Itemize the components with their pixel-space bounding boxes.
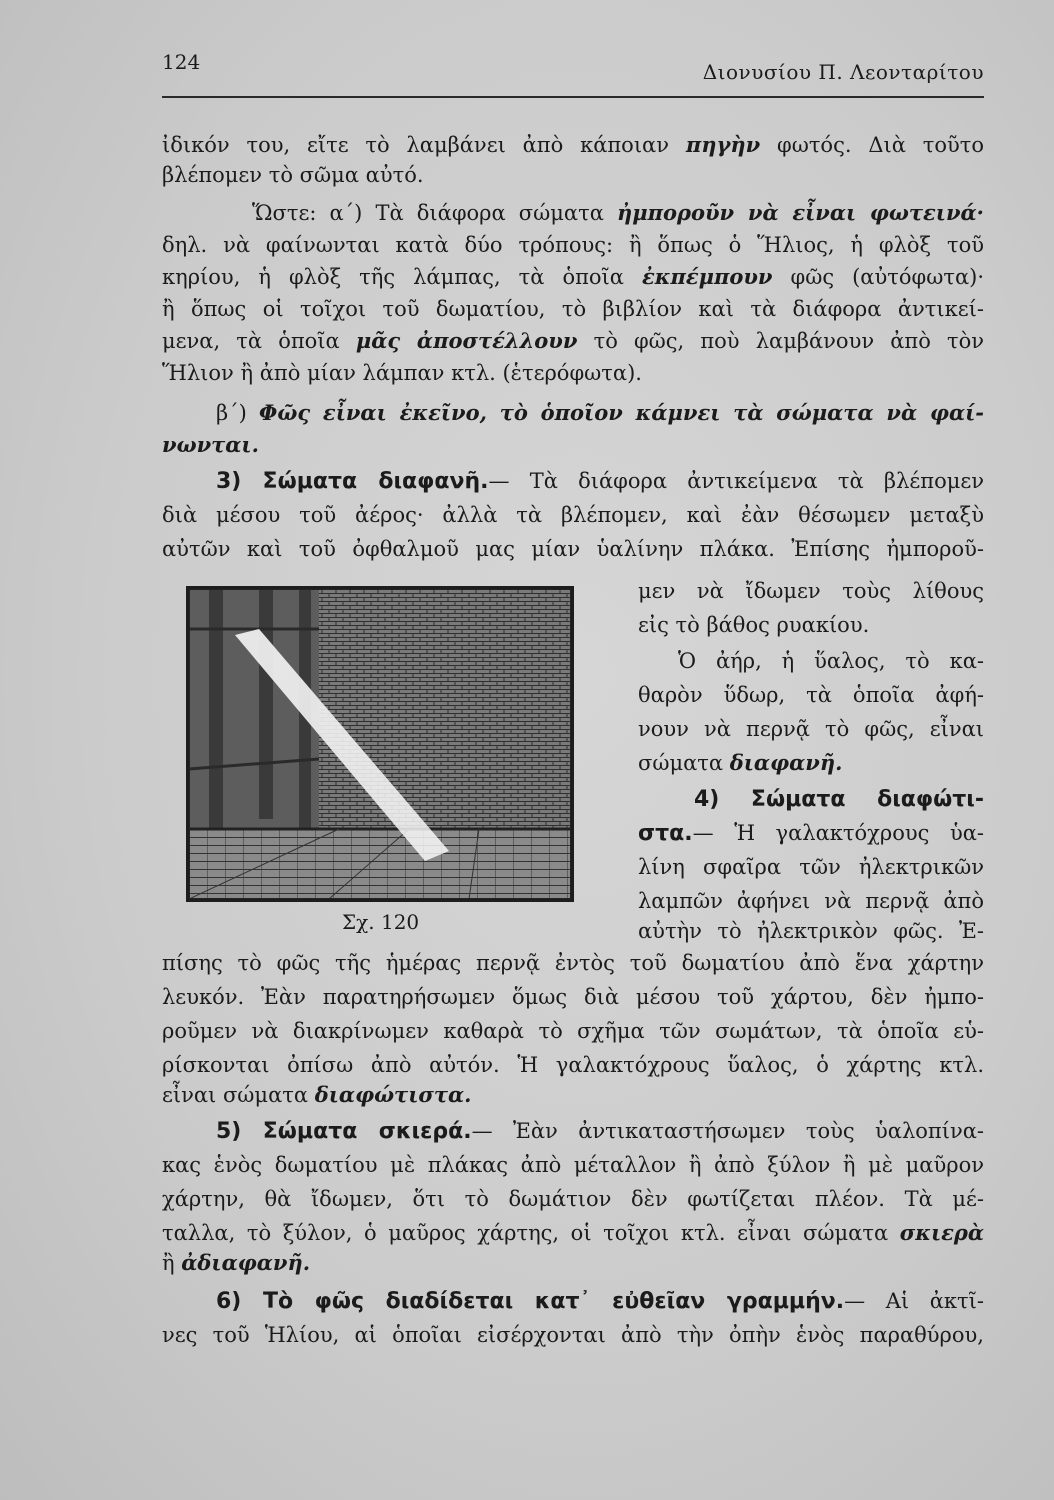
page-header (162, 50, 984, 98)
emphasis: Φῶς εἶναι ἐκεῖνο, τὸ ὁποῖον κάμνει τὰ σώματα νὰ φαί- (259, 400, 985, 425)
text-line: μενα, τὰ ὁποῖα μᾶς ἀποστέλλουν τὸ φῶς, ποὺ λαμβάνουν ἀπὸ τὸν (162, 328, 985, 353)
text-line: κας ἑνὸς δωματίου μὲ πλάκας ἀπὸ μέταλλον ἢ ἀπὸ ξύλον ἢ μὲ μαῦρον (162, 1153, 984, 1177)
section-heading: στα. (638, 821, 693, 846)
text-line: 3) Σώματα διαφανῆ.— Τὰ διάφορα ἀντικείμενα τὰ βλέπομεν (216, 469, 985, 494)
text-line: διὰ μέσου τοῦ ἀέρος· ἀλλὰ τὰ βλέπομεν, καὶ ἐὰν θέσωμεν μεταξὺ (162, 503, 984, 527)
text-line: χάρτην, θὰ ἴδωμεν, ὅτι τὸ δωμάτιον δὲν φωτίζεται πλέον. Τὰ μέ- (162, 1187, 984, 1211)
figure-caption: Σχ. 120 (342, 910, 420, 934)
text-line: λευκόν. Ἐὰν παρατηρήσωμεν ὅμως διὰ μέσου τοῦ χάρτου, δὲν ἠμπο- (162, 985, 984, 1009)
page-number: 124 (162, 50, 201, 74)
running-title: Διονυσίου Π. Λεονταρίτου (702, 60, 984, 84)
text-line: σώματα διαφανῆ. (638, 750, 843, 775)
section-heading: 6) Τὸ φῶς διαδίδεται κατ᾽ εὐθεῖαν γραμμήν. (216, 1289, 845, 1314)
text-line: 5) Σώματα σκιερά.— Ἐὰν ἀντικαταστήσωμεν τοὺς ὑαλοπίνα- (216, 1119, 984, 1144)
emphasis: ἐκπέμπουν (641, 264, 773, 289)
text-line: ταλλα, τὸ ξύλον, ὁ μαῦρος χάρτης, οἱ τοῖχοι κτλ. εἶναι σώματα σκιερὰ (162, 1220, 984, 1245)
text-line: ροῦμεν νὰ διακρίνωμεν καθαρὰ τὸ σχῆμα τῶν σωμάτων, τὰ ὁποῖα εὑ- (162, 1019, 984, 1043)
section-heading: 4) Σώματα διαφώτι- (694, 787, 984, 812)
text-line: 6) Τὸ φῶς διαδίδεται κατ᾽ εὐθεῖαν γραμμήν.— Αἱ ἀκτῖ- (216, 1289, 984, 1314)
text-line: δηλ. νὰ φαίνωνται κατὰ δύο τρόπους: ἢ ὅπως ὁ Ἥλιος, ἡ φλὸξ τοῦ (162, 233, 984, 257)
figure-light-through-window (186, 586, 574, 902)
text-line: βλέπομεν τὸ σῶμα αὐτό. (162, 163, 424, 187)
text-line: στα.— Ἡ γαλακτόχρους ὑα- (638, 821, 984, 846)
text-line: λίνη σφαῖρα τῶν ἠλεκτρικῶν (638, 855, 984, 879)
text-line: ἢ ἀδιαφανῆ. (162, 1250, 311, 1275)
text-line (162, 430, 984, 460)
text-line: λαμπῶν ἀφήνει νὰ περνᾷ ἀπὸ (638, 889, 984, 913)
emphasis: νωνται. (162, 432, 259, 457)
emphasis: μᾶς ἀποστέλλουν (355, 328, 578, 353)
text-line: νουν νὰ περνᾷ τὸ φῶς, εἶναι (638, 717, 984, 741)
text-line: ἢ ὅπως οἱ τοῖχοι τοῦ δωματίου, τὸ βιβλίον καὶ τὰ διάφορα ἀντικεί- (162, 297, 984, 321)
section-heading: 3) Σώματα διαφανῆ. (216, 469, 489, 494)
emphasis: πηγὴν (685, 132, 761, 157)
text-line (638, 784, 984, 815)
text-line: ρίσκονται ὀπίσω ἀπὸ αὐτόν. Ἡ γαλακτόχρους ὕαλος, ὁ χάρτης κτλ. (162, 1053, 984, 1077)
text-line: Ὁ ἀήρ, ἡ ὕαλος, τὸ κα- (678, 649, 984, 673)
emphasis: διαφώτιστα. (314, 1082, 472, 1107)
text-line: αὐτὴν τὸ ἠλεκτρικὸν φῶς. Ἐ- (638, 919, 984, 943)
text-line: Ὥστε: α΄) Τὰ διάφορα σώματα ἠμποροῦν νὰ εἶναι φωτεινά· (252, 200, 984, 225)
text-line: πίσης τὸ φῶς τῆς ἡμέρας περνᾷ ἐντὸς τοῦ δωματίου ἀπὸ ἕνα χάρτην (162, 951, 984, 975)
text-line: θαρὸν ὕδωρ, τὰ ὁποῖα ἀφή- (638, 683, 984, 707)
text-line: μεν νὰ ἴδωμεν τοὺς λίθους (638, 579, 984, 603)
text-line: ἰδικόν του, εἴτε τὸ λαμβάνει ἀπὸ κάποιαν πηγὴν φωτός. Διὰ τοῦτο (162, 132, 985, 157)
text-line: Ἥλιον ἢ ἀπὸ μίαν λάμπαν κτλ. (ἑτερόφωτα). (162, 361, 642, 385)
section-heading: 5) Σώματα σκιερά. (216, 1119, 472, 1144)
emphasis: σκιερὰ (899, 1220, 984, 1245)
text-line: κηρίου, ἡ φλὸξ τῆς λάμπας, τὰ ὁποῖα ἐκπέμπουν φῶς (αὐτόφωτα)· (162, 264, 984, 289)
text-line: αὐτῶν καὶ τοῦ ὀφθαλμοῦ μας μίαν ὑαλίνην πλάκα. Ἐπίσης ἠμποροῦ- (162, 537, 984, 561)
text-line: νες τοῦ Ἡλίου, αἱ ὁποῖαι εἰσέρχονται ἀπὸ τὴν ὀπὴν ἑνὸς παραθύρου, (162, 1323, 984, 1347)
emphasis: ἠμποροῦν νὰ εἶναι φωτεινά· (617, 200, 984, 225)
figure-illustration (189, 589, 571, 899)
text-line: εἶναι σώματα διαφώτιστα. (162, 1082, 472, 1107)
emphasis: διαφανῆ. (729, 750, 843, 775)
text-line: β΄) Φῶς εἶναι ἐκεῖνο, τὸ ὁποῖον κάμνει τὰ σώματα νὰ φαί- (216, 400, 985, 425)
emphasis: ἀδιαφανῆ. (181, 1250, 311, 1275)
text-line: εἰς τὸ βάθος ρυακίου. (638, 613, 870, 637)
